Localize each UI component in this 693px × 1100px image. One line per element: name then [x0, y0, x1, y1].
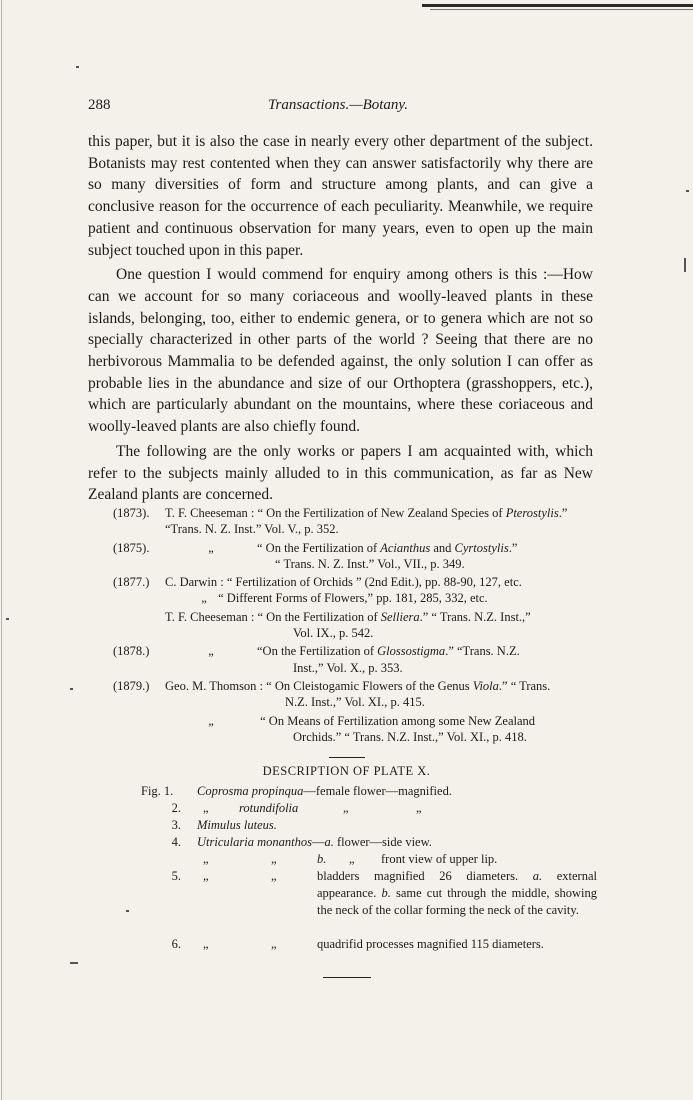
- genus-name: Viola: [472, 678, 499, 693]
- ditto-mark: „: [343, 801, 349, 815]
- species-name: Coprosma propinqua: [197, 784, 304, 798]
- figure-entry: 6. „ „ quadrifid processes magnified 115 diameters.: [141, 936, 601, 953]
- reference-list: [113, 505, 595, 747]
- page-number: 288: [88, 97, 111, 113]
- paragraph: this paper, but it is also the case in nearly every other department of the subject. Botanists may rest contented when they can answer satisfactorily why there are so many diversities of form and structure among plants, and can give a conclusive reason for the occurrence of each peculiarity. Meanwhile, we require patient and continuous observation for many years, even to open up the main subject touched upon in this paper.: [88, 133, 593, 259]
- reference-item: (1873). T. F. Cheeseman : “ On the Fertilization of New Zealand Species of Pterostylis.” “Trans. N. Z. Inst.” Vol. V., p. 352.: [113, 506, 568, 537]
- ditto-mark: „: [208, 644, 214, 659]
- paragraph: The following are the only works or papers I am acquainted with, which refer to the subjects mainly alluded to in this communication, as far as New Zealand plants are concerned.: [88, 442, 593, 504]
- view-letter: b.: [317, 852, 327, 866]
- view-letter: b.: [381, 886, 391, 900]
- reference-author: Geo. M. Thomson :: [165, 678, 264, 693]
- scan-edge-top: [422, 4, 693, 7]
- ditto-mark: „: [349, 852, 355, 866]
- reference-year: (1877.): [113, 575, 150, 590]
- page-header: [88, 97, 593, 119]
- genus-name: Selliera: [380, 609, 420, 624]
- reference-author: C. Darwin :: [165, 575, 224, 590]
- figure-entry: 5. „ „ bladders magnified 26 diameters. a. external appearance. b. same cut through the middle, showing the neck of the collar forming the neck of the cavity.: [141, 868, 601, 936]
- figure-number: 5.: [171, 869, 181, 883]
- figure-number: Fig. 1.: [141, 784, 174, 798]
- ditto-mark: „: [271, 852, 277, 866]
- body-text: [88, 131, 593, 509]
- reference-author: T. F. Cheeseman :: [165, 609, 255, 624]
- ditto-mark: „: [271, 937, 277, 951]
- scan-speck: [686, 190, 689, 192]
- scan-speck: [76, 66, 79, 68]
- figure-number: 4.: [171, 835, 181, 849]
- scan-speck: [6, 618, 9, 620]
- reference-year: (1875).: [113, 540, 150, 555]
- reference-item: (1878.) „ “On the Fertilization of Glossostigma.” “Trans. N.Z. Inst.,” Vol. X., p. 353.: [113, 643, 595, 676]
- reference-item: (1877.) C. Darwin : “ Fertilization of Orchids ” (2nd Edit.), pp. 88-90, 127, etc. „ “ Different Forms of Flowers,” pp. 181, 285, 332, etc.: [113, 574, 595, 607]
- plate-title: DESCRIPTION OF PLATE X.: [262, 764, 431, 778]
- figure-number: 3.: [171, 818, 181, 832]
- genus-name: Glossostigma: [377, 644, 446, 659]
- genus-name: Cyrtostylis: [454, 540, 509, 555]
- species-name: Utricularia monanthos: [197, 835, 312, 849]
- ditto-mark: „: [203, 937, 209, 951]
- reference-item: (1875). „ “ On the Fertilization of Acianthus and Cyrtostylis.” “ Trans. N. Z. Inst.” Vol., VII., p. 349.: [113, 540, 595, 573]
- section-rule: [329, 757, 365, 758]
- ditto-mark: „: [416, 801, 422, 815]
- figure-entry: „ „ b. „ front view of upper lip.: [203, 852, 498, 866]
- scan-edge-left: [1, 0, 2, 1100]
- reference-source: Vol. IX., p. 542.: [293, 626, 374, 641]
- reference-source: “ Trans. N. Z. Inst.” Vol., VII., p. 349.: [275, 556, 465, 571]
- paragraph: One question I would commend for enquiry among others is this :—How can we account for so many coriaceous and woolly-leaved plants in these islands, belonging, too, either to endemic genera, or to genera which are not so specially characterized in other parts of the world ? Seeing that there are no herbivorous Mammalia to be defended against, the only solution I can offer as probable lies in the abundance and size of our Orthoptera (grasshoppers, etc.), which are particularly abundant on the mountains, where these coriaceous and woolly-leaved plants are also chiefly found.: [88, 266, 593, 436]
- reference-source: Inst.,” Vol. X., p. 353.: [293, 660, 403, 675]
- ditto-mark: „: [203, 801, 209, 815]
- reference-item: T. F. Cheeseman : “ On the Fertilization of Selliera.” “ Trans. N.Z. Inst.,” Vol. IX., p. 542.: [113, 609, 595, 642]
- reference-continuation: „ “ Different Forms of Flowers,” pp. 181, 285, 332, etc.: [165, 590, 595, 606]
- species-name: Mimulus luteus.: [197, 818, 277, 832]
- ditto-mark: „: [271, 869, 277, 883]
- figure-number: 6.: [171, 937, 181, 951]
- reference-source: Orchids.” “ Trans. N.Z. Inst.,” Vol. XI., p. 418.: [293, 729, 527, 744]
- genus-name: Acianthus: [380, 540, 431, 555]
- ditto-mark: „: [201, 591, 207, 606]
- figure-entry: 4. Utricularia monanthos—a. flower—side view.: [141, 834, 601, 851]
- view-letter: a.: [532, 869, 543, 883]
- figure-number: 2.: [171, 801, 181, 815]
- reference-year: (1879.): [113, 678, 150, 693]
- figure-entry: Fig. 1. Coprosma propinqua—female flower—magnified.: [141, 784, 452, 798]
- running-head: Transactions.—Botany.: [268, 97, 409, 113]
- scan-speck: [70, 962, 78, 964]
- reference-source: N.Z. Inst.,” Vol. XI., p. 415.: [285, 695, 425, 710]
- ditto-mark: „: [208, 713, 214, 728]
- scan-edge-top-thin: [430, 9, 693, 10]
- end-rule: [323, 977, 371, 978]
- view-letter: a.: [324, 835, 334, 849]
- ditto-mark: „: [203, 869, 209, 883]
- reference-author: T. F. Cheeseman :: [165, 506, 255, 520]
- genus-name: Pterostylis: [505, 506, 559, 520]
- species-name: rotundifolia: [239, 801, 299, 815]
- scan-speck: [126, 910, 129, 912]
- reference-year: (1878.): [113, 644, 150, 659]
- scan-speck: [684, 258, 686, 272]
- reference-item: (1879.) Geo. M. Thomson : “ On Cleistogamic Flowers of the Genus Viola.” “ Trans. N.Z. Inst.,” Vol. XI., p. 415.: [113, 678, 595, 711]
- ditto-mark: „: [203, 852, 209, 866]
- figure-entry: [141, 817, 601, 834]
- reference-year: (1873).: [113, 506, 150, 520]
- scan-speck: [70, 688, 73, 690]
- plate-description: [141, 783, 601, 953]
- reference-item: „ “ On Means of Fertilization among some New Zealand Orchids.” “ Trans. N.Z. Inst.,” Vol. XI., p. 418.: [113, 713, 595, 746]
- ditto-mark: „: [208, 540, 214, 555]
- figure-entry: [141, 800, 601, 817]
